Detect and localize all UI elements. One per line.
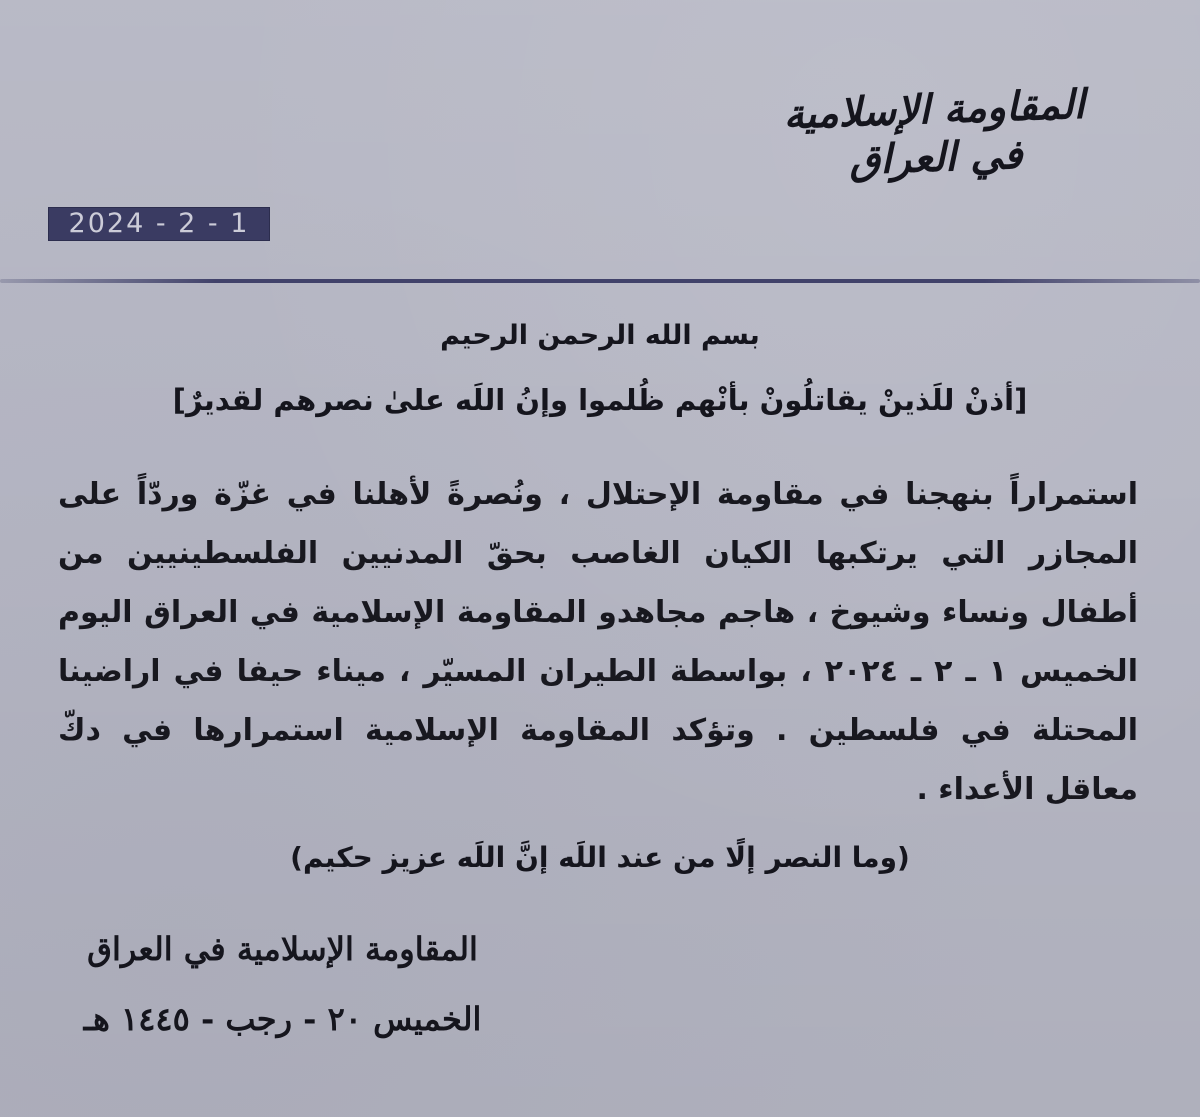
signature-block: [55, 925, 510, 1043]
basmala-text: بسم الله الرحمن الرحيم: [440, 320, 760, 351]
date-badge: 2024 - 2 - 1: [48, 207, 270, 241]
quran-verse-opening: [أذنْ للَذينْ يقاتلُونْ بأنْهم ظُلموا وإنُ اللَه علىٰ نصرهم لقديرٌ]: [172, 383, 1028, 417]
quran-verse-closing: (وما النصر إلًا من عند اللَه إنَّ اللَه عزيز حكيم): [290, 841, 910, 874]
logo-calligraphy: المقاومة الإسلامية في العراق: [782, 80, 1086, 184]
header-divider: [0, 279, 1200, 283]
statement-paragraph: استمراراً بنهجنا في مقاومة الإحتلال ، ونُصرةً لأهلنا في غزّة وردّاً على المجازر التي يرتكبها الكيان الغاصب بحقّ المدنيين الفلسطينيين من أطفال ونساء وشيوخ ، هاجم مجاهدو المقاومة الإسلامية في العراق اليوم الخميس ١ ـ ٢ ـ ٢٠٢٤ ، بواسطة الطيران المسيّر ، ميناء حيفا في اراضينا المحتلة في فلسطين . وتؤكد المقاومة الإسلامية استمرارها في دكّ معاقل الأعداء .: [58, 477, 1138, 807]
signature-date: الخميس ٢٠ - رجب - ١٤٤٥ هـ: [83, 1000, 482, 1038]
signature-name: المقاومة الإسلامية في العراق: [87, 930, 478, 968]
